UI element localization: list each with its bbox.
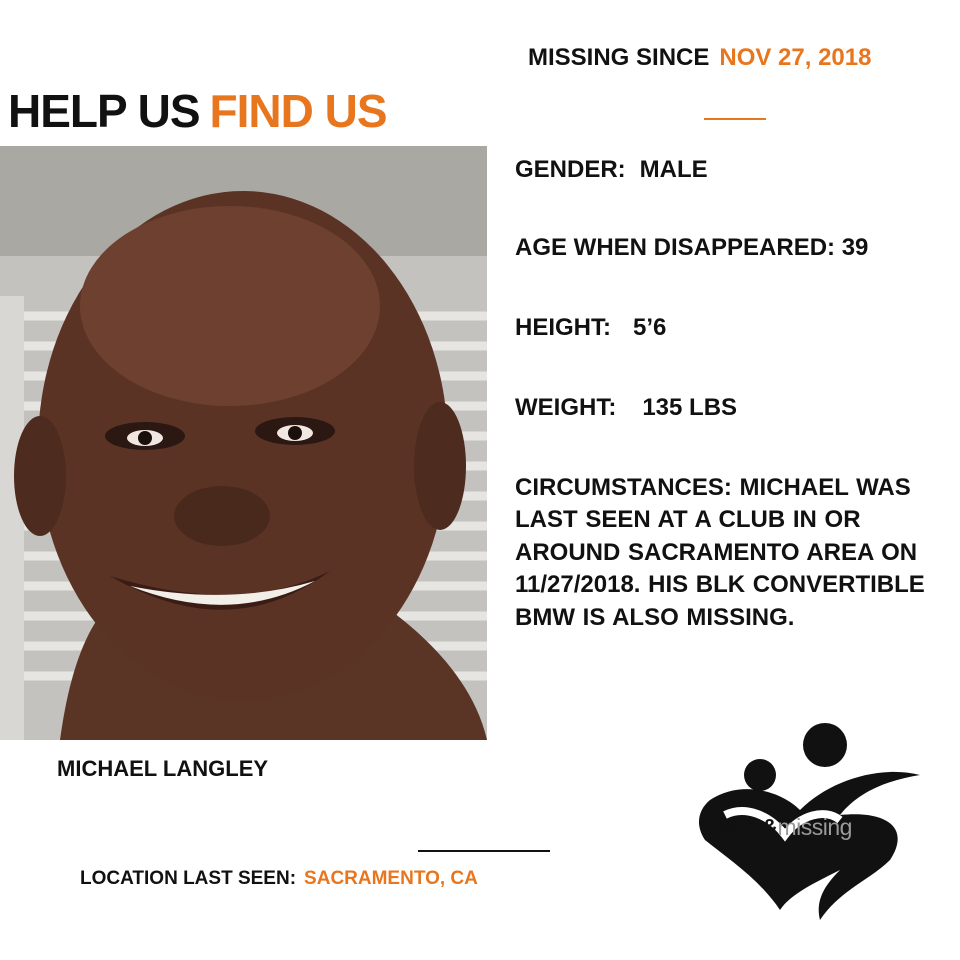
logo-text-light: missing [777,814,852,840]
weight-field [515,394,737,422]
person-name: MICHAEL LANGLEY [57,756,269,781]
circumstances-text: CIRCUMSTANCES: MICHAEL WAS LAST SEEN AT A CLUB IN OR AROUND SACRAMENTO AREA ON 11/27/2018. HIS BLK CONVERTIBLE BMW IS ALSO MISSING. [515,474,925,631]
location-label: LOCATION LAST SEEN: [80,868,297,889]
weight-label: WEIGHT: [515,394,617,421]
missing-since [528,44,871,72]
height-label: HEIGHT: [515,314,611,341]
headline-part1: HELP US [8,85,200,137]
accent-divider [704,118,766,120]
gender-value: MALE [639,156,708,183]
missing-since-label: MISSING SINCE [528,44,710,71]
age-field [515,234,868,262]
headline-part2: FIND US [209,85,387,137]
logo-wordmark [705,814,852,841]
location-value: SACRAMENTO, CA [304,868,478,889]
headline [8,84,387,138]
missing-person-photo [0,146,487,740]
height-value: 5’6 [633,314,667,341]
divider [418,850,550,852]
missing-since-date: NOV 27, 2018 [719,44,872,71]
gender-label: GENDER: [515,156,626,183]
logo-text-dark: black& [705,814,778,840]
black-and-missing-logo [690,720,930,940]
gender-field [515,156,708,184]
weight-value: 135 LBS [642,394,738,421]
height-field [515,314,666,342]
location-last-seen [80,868,478,890]
age-label: AGE WHEN DISAPPEARED: [515,234,836,261]
age-value: 39 [841,234,869,261]
